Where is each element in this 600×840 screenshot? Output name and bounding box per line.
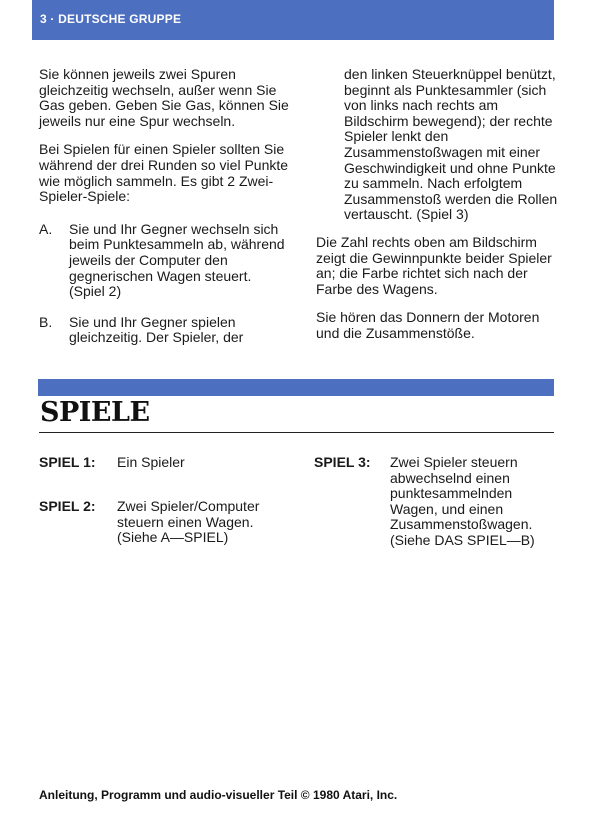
section-title: SPIELE [40,397,150,428]
list-text: Sie und Ihr Gegner wechseln sich beim Punktesammeln ab, während jeweils der Computer den gegnerischen Wagen steuert. (Spiel 2) [69,220,285,300]
paragraph: Bei Spielen für einen Spieler sollten Sie während der drei Runden so viel Punkte wie möglich sammeln. Es gibt 2 Zwei-Spieler-Spiele: [39,141,289,205]
left-column [39,67,289,361]
list-marker: B. [39,313,53,330]
game-entry [39,499,289,546]
game-label: SPIEL 2: [39,498,96,514]
page-header: 3 · DEUTSCHE GRUPPE [40,12,182,26]
paragraph: Die Zahl rechts oben am Bildschirm zeigt die Gewinnpunkte beider Spieler an; die Farbe richtet sich nach der Farbe des Wagens. [316,233,552,297]
list-item [39,222,289,300]
game-label: SPIEL 1: [39,454,96,470]
game-description: Zwei Spieler steuern abwechselnd einen punktesammelnden Wagen, und einen Zusammenstoßwagen. (Siehe DAS SPIEL—B) [390,454,535,548]
paragraph-continued: den linken Steuerknüppel benützt, beginnt als Punktesammler (sich von links nach rechts am Bildschirm bewegend); der rechte Spieler lenkt den Zusammenstoßwagen mit einer Geschwindigkeit und ohne Punkte zu sammeln. Nach erfolgtem Zusammenstoß werden die Rollen vertauscht. (Spiel 3) [344,66,558,223]
game-entry [314,455,562,549]
section-divider [39,432,554,433]
game-label: SPIEL 3: [314,454,371,470]
list-marker: A. [39,220,53,237]
game-description: Zwei Spieler/Computer steuern einen Wagen. (Siehe A—SPIEL) [117,498,260,546]
game-entry [39,455,289,471]
paragraph: Sie hören das Donnern der Motoren und die Zusammenstöße. [316,309,540,341]
right-column [316,67,561,355]
paragraph: Sie können jeweils zwei Spuren gleichzeitig wechseln, außer wenn Sie Gas geben. Geben Sie Gas, können Sie jeweils nur eine Spur wechseln. [39,66,289,129]
section-bar [38,379,554,396]
game-description: Ein Spieler [117,454,185,470]
list-item [39,315,289,346]
header-bar [32,0,554,40]
list-text: Sie und Ihr Gegner spielen gleichzeitig. Der Spieler, der [69,313,244,346]
footer-copyright: Anleitung, Programm und audio-visueller Teil © 1980 Atari, Inc. [39,788,398,802]
